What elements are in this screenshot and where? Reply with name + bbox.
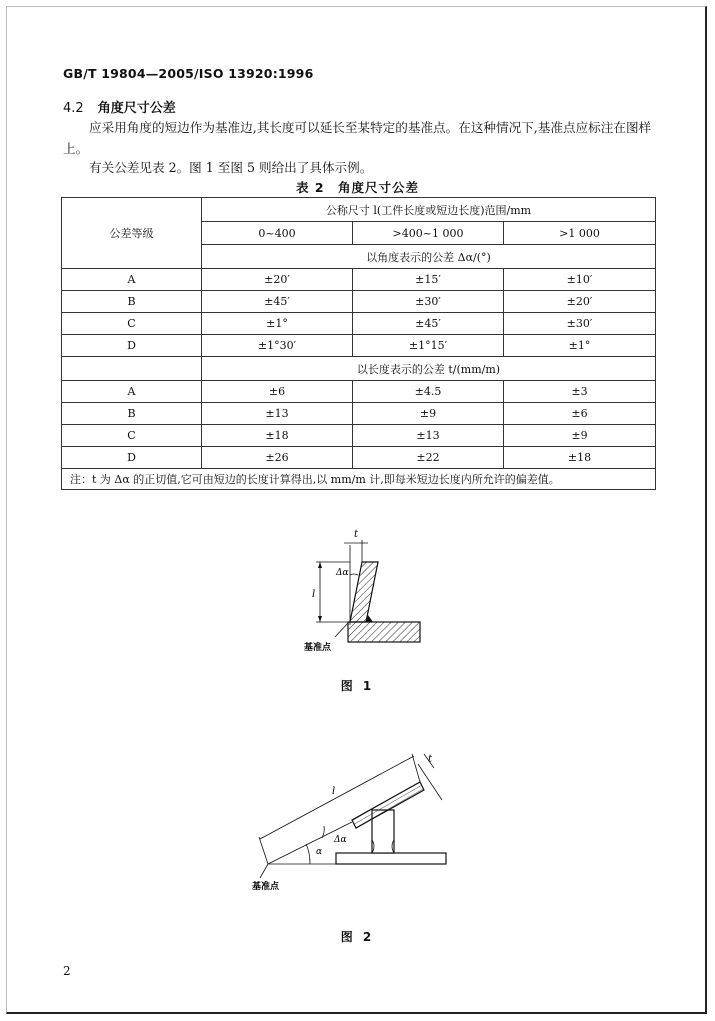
blank-cell [62, 357, 202, 381]
section-heading [63, 97, 176, 116]
table-caption: 表 2 角度尺寸公差 [295, 180, 420, 195]
paragraph-1: 应采用角度的短边作为基准边,其长度可以延长至某特定的基准点。在这种情况下,基准点应标注在图样上。 [63, 120, 652, 156]
value-cell: ±30′ [504, 313, 656, 335]
page-number: 2 [63, 964, 71, 978]
range-2: >400~1 000 [353, 222, 504, 245]
angle-arc [350, 574, 358, 575]
base-plate [348, 622, 420, 642]
grade-cell: A [62, 381, 202, 403]
value-cell: ±9 [353, 403, 504, 425]
value-cell: ±45′ [202, 291, 353, 313]
t-dimension-line [418, 764, 442, 800]
table-row [62, 447, 656, 469]
delta-alpha-label: Δα [336, 568, 349, 578]
alpha-label: α [316, 847, 323, 857]
table-row [62, 403, 656, 425]
value-cell: ±3 [504, 381, 656, 403]
value-cell: ±1°30′ [202, 335, 353, 357]
grade-cell: C [62, 313, 202, 335]
range-header: 公称尺寸 l(工件长度或短边长度)范围/mm [202, 198, 656, 222]
reference-leader [260, 864, 268, 878]
reference-point-label: 基准点 [304, 643, 332, 653]
value-cell: ±45′ [353, 313, 504, 335]
figure-1-diagram [290, 525, 440, 655]
range-3: >1 000 [504, 222, 656, 245]
l-label: l [312, 589, 316, 600]
table-row [62, 313, 656, 335]
value-cell: ±6 [504, 403, 656, 425]
value-cell: ±1° [504, 335, 656, 357]
value-cell: ±1°15′ [353, 335, 504, 357]
standard-number: GB/T 19804—2005/ISO 13920:1996 [63, 66, 314, 81]
value-cell: ±10′ [504, 269, 656, 291]
section-title: 角度尺寸公差 [97, 101, 176, 116]
grade-cell: D [62, 447, 202, 469]
t-label: t [428, 754, 433, 765]
table-row [62, 381, 656, 403]
value-cell: ±18 [202, 425, 353, 447]
figure-1-caption: 图 1 [340, 679, 375, 693]
section-number: 4.2 [63, 101, 84, 116]
table-note: 注：t 为 Δα 的正切值,它可由短边的长度计算得出,以 mm/m 计,即每米短边长度内所允许的偏差值。 [62, 469, 656, 490]
table-row [62, 291, 656, 313]
value-cell: ±22 [353, 447, 504, 469]
reference-point-label: 基准点 [252, 882, 280, 892]
grade-header: 公差等级 [62, 198, 202, 269]
value-cell: ±18 [504, 447, 656, 469]
grade-cell: A [62, 269, 202, 291]
value-cell: ±26 [202, 447, 353, 469]
figure-2-caption: 图 2 [340, 930, 375, 944]
value-cell: ±6 [202, 381, 353, 403]
tolerance-table [61, 197, 656, 490]
range-1: 0~400 [202, 222, 353, 245]
length-tolerance-header: 以长度表示的公差 t/(mm/m) [202, 357, 656, 381]
table-row [62, 269, 656, 291]
value-cell: ±20′ [504, 291, 656, 313]
table-row [62, 335, 656, 357]
value-cell: ±15′ [353, 269, 504, 291]
value-cell: ±1° [202, 313, 353, 335]
figure-2-diagram [248, 742, 458, 892]
value-cell: ±9 [504, 425, 656, 447]
grade-cell: B [62, 403, 202, 425]
base-plate [336, 853, 446, 864]
grade-cell: D [62, 335, 202, 357]
delta-alpha-label: Δα [334, 835, 347, 845]
value-cell: ±4.5 [353, 381, 504, 403]
value-cell: ±20′ [202, 269, 353, 291]
alpha-arc [306, 844, 310, 864]
value-cell: ±13 [353, 425, 504, 447]
grade-cell: B [62, 291, 202, 313]
t-label: t [354, 529, 359, 540]
table-row [62, 425, 656, 447]
paragraph-2: 有关公差见表 2。图 1 至图 5 则给出了具体示例。 [89, 160, 373, 175]
l-label: l [332, 786, 336, 797]
value-cell: ±13 [202, 403, 353, 425]
reference-leader [335, 623, 348, 637]
angle-tolerance-header: 以角度表示的公差 Δα/(°) [202, 245, 656, 269]
value-cell: ±30′ [353, 291, 504, 313]
grade-cell: C [62, 425, 202, 447]
inclined-plate [350, 562, 378, 622]
